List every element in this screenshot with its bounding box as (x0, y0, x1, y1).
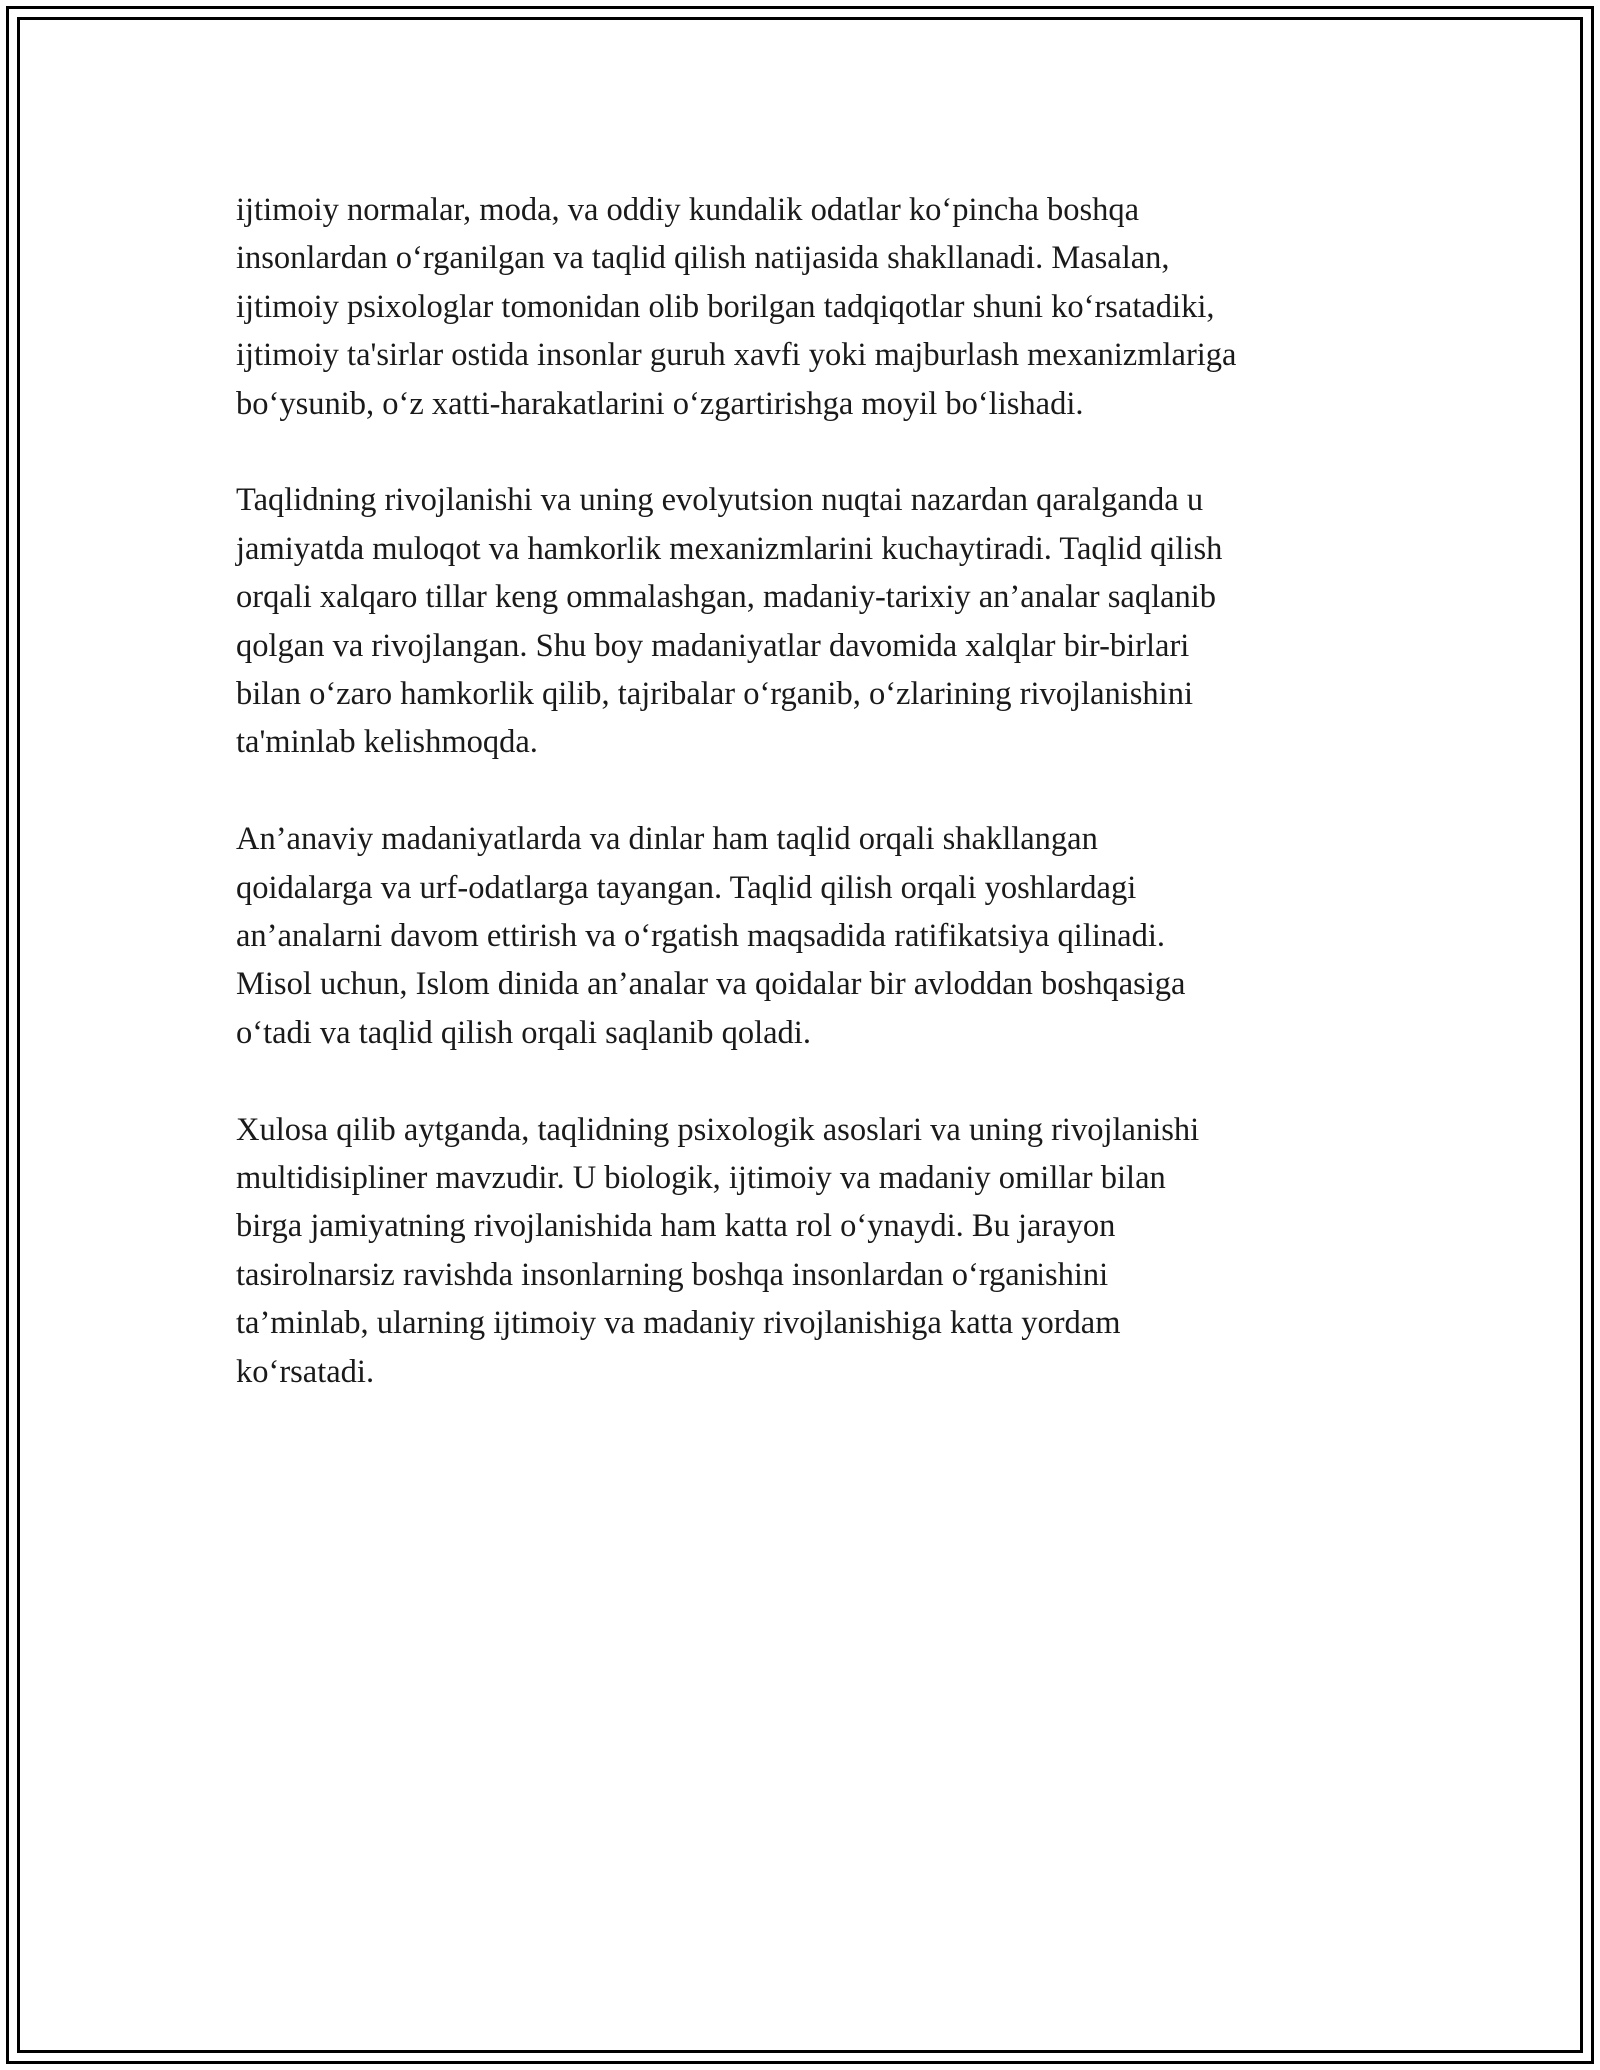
document-body (236, 186, 1376, 1445)
text-line: tasirolnarsiz ravishda insonlarning boshqa insonlardan o‘rganishini (236, 1256, 1109, 1293)
text-line: birga jamiyatning rivojlanishida ham katta rol o‘ynaydi. Bu jarayon (236, 1208, 1116, 1245)
paragraph-evolution (236, 476, 1376, 766)
text-line: qoidalarga va urf-odatlarga tayangan. Taqlid qilish orqali yoshlardagi (236, 869, 1137, 906)
text-line: Taqlidning rivojlanishi va uning evolyutsion nuqtai nazardan qaralganda u (236, 482, 1204, 519)
text-line: ijtimoiy ta'sirlar ostida insonlar guruh xavfi yoki majburlash mexanizmlariga (236, 337, 1237, 374)
text-line: An’anaviy madaniyatlarda va dinlar ham taqlid orqali shakllangan (236, 821, 1098, 858)
text-line: bilan o‘zaro hamkorlik qilib, tajribalar o‘rganib, o‘zlarining rivojlanishini (236, 676, 1193, 713)
paragraph-social-norms (236, 186, 1376, 428)
text-line: ta'minlab kelishmoqda. (236, 724, 538, 761)
text-line: ijtimoiy normalar, moda, va oddiy kundalik odatlar ko‘pincha boshqa (236, 192, 1140, 228)
text-line: an’analarni davom ettirish va o‘rgatish maqsadida ratifikatsiya qilinadi. (236, 918, 1165, 955)
text-line: qolgan va rivojlangan. Shu boy madaniyatlar davomida xalqlar bir-birlari (236, 627, 1190, 664)
text-line: insonlardan o‘rganilgan va taqlid qilish natijasida shakllanadi. Masalan, (236, 240, 1170, 277)
text-line: orqali xalqaro tillar keng ommalashgan, madaniy-tarixiy an’analar saqlanib (236, 579, 1217, 616)
text-line: ko‘rsatadi. (236, 1353, 375, 1390)
text-line: Misol uchun, Islom dinida an’analar va qoidalar bir avloddan boshqasiga (236, 966, 1186, 1003)
text-line: Xulosa qilib aytganda, taqlidning psixologik asoslari va uning rivojlanishi (236, 1111, 1200, 1148)
paragraph-traditions (236, 815, 1376, 1057)
text-line: o‘tadi va taqlid qilish orqali saqlanib qoladi. (236, 1014, 811, 1051)
text-line: ta’minlab, ularning ijtimoiy va madaniy rivojlanishiga katta yordam (236, 1305, 1121, 1342)
text-line: ijtimoiy psixologlar tomonidan olib borilgan tadqiqotlar shuni ko‘rsatadiki, (236, 288, 1215, 325)
text-line: bo‘ysunib, o‘z xatti-harakatlarini o‘zgartirishga moyil bo‘lishadi. (236, 385, 1084, 422)
paragraph-conclusion (236, 1106, 1376, 1396)
text-line: jamiyatda muloqot va hamkorlik mexanizmlarini kuchaytiradi. Taqlid qilish (236, 530, 1223, 567)
text-line: multidisipliner mavzudir. U biologik, ijtimoiy va madaniy omillar bilan (236, 1160, 1166, 1197)
